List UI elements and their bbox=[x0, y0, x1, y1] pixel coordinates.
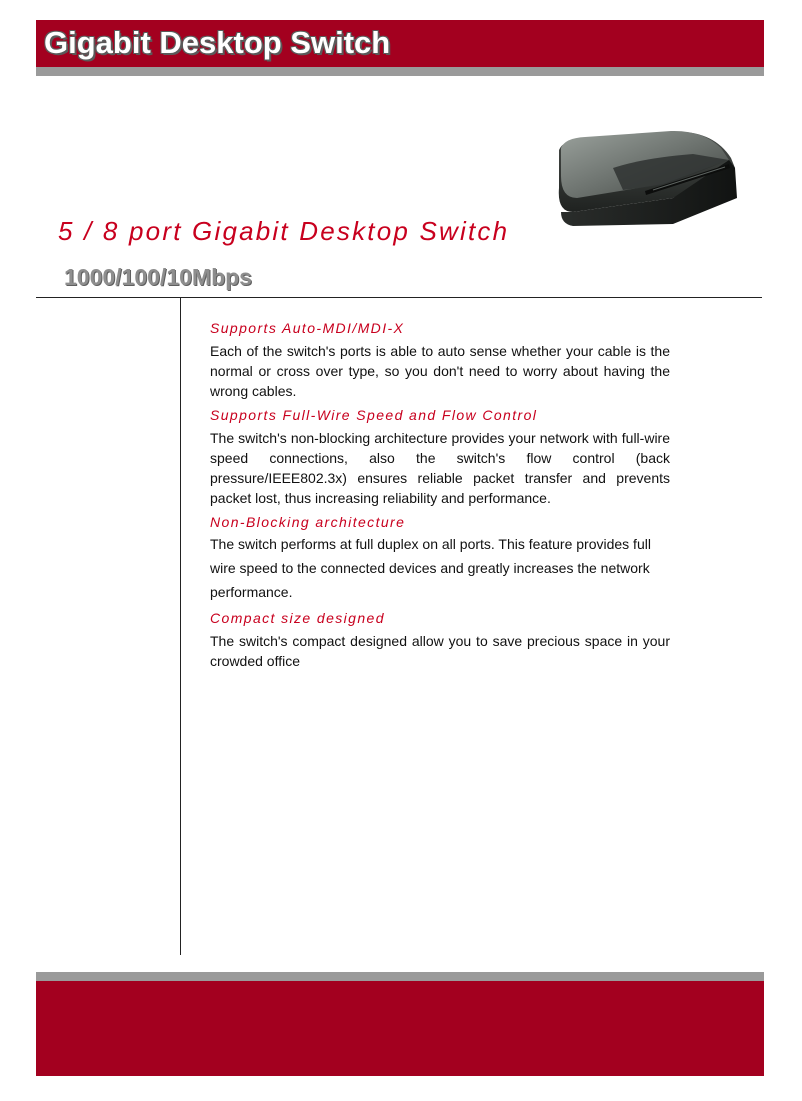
feature-item bbox=[210, 318, 670, 401]
footer-bar bbox=[36, 981, 764, 1076]
feature-body: Each of the switch's ports is able to auto sense whether your cable is the normal or cross over type, so you don't need to worry about having the wrong cables. bbox=[210, 343, 670, 399]
feature-title: Supports Auto-MDI/MDI-X bbox=[210, 320, 405, 336]
feature-body: The switch's non-blocking architecture provides your network with full-wire speed connections, also the switch's flow control (back pressure/IEEE802.3x) ensures reliable packet transfer and prevents packet lost, thus increasing reliability and performance. bbox=[210, 430, 670, 506]
feature-body: The switch performs at full duplex on all ports. This feature provides full wire speed to the connected devices and greatly increases the network performance. bbox=[210, 536, 651, 600]
header-shadow-band bbox=[36, 67, 764, 76]
horizontal-divider bbox=[36, 297, 762, 298]
network-switch-icon bbox=[553, 128, 743, 228]
product-heading: 5 / 8 port Gigabit Desktop Switch bbox=[58, 216, 510, 246]
product-subheading: 1000/100/10Mbps bbox=[64, 264, 252, 290]
feature-list bbox=[210, 318, 670, 675]
feature-item bbox=[210, 512, 670, 604]
vertical-divider bbox=[180, 297, 181, 955]
footer-shadow-band bbox=[36, 972, 764, 981]
page-title: Gigabit Desktop Switch bbox=[44, 25, 391, 60]
feature-title: Supports Full-Wire Speed and Flow Control bbox=[210, 407, 538, 423]
feature-body: The switch's compact designed allow you to save precious space in your crowded office bbox=[210, 633, 670, 669]
feature-item bbox=[210, 405, 670, 508]
feature-title: Non-Blocking architecture bbox=[210, 514, 406, 530]
feature-title: Compact size designed bbox=[210, 610, 385, 626]
feature-item bbox=[210, 608, 670, 671]
